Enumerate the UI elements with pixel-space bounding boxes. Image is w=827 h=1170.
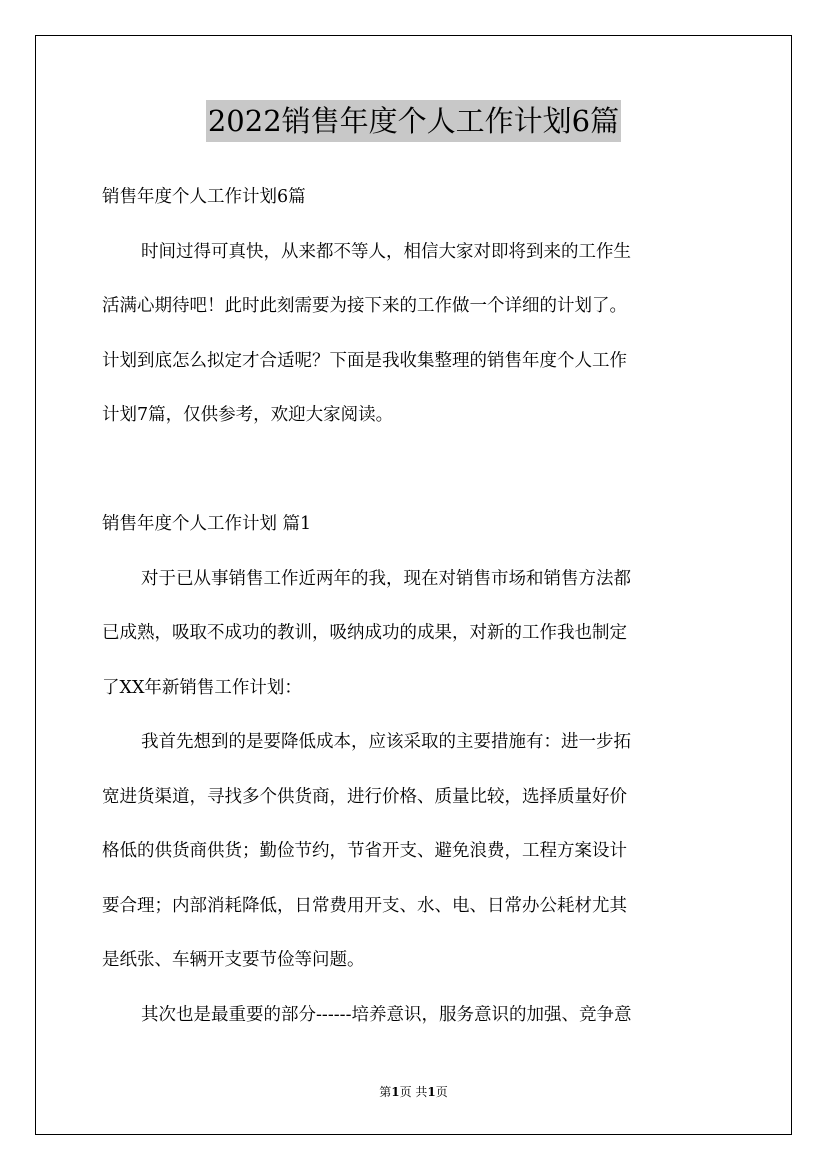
intro-line: 计划到底怎么拟定才合适呢？下面是我收集整理的销售年度个人工作	[102, 350, 627, 371]
page-total: 1	[427, 1085, 436, 1099]
page-prefix: 第	[379, 1085, 392, 1099]
blank-line	[102, 443, 728, 498]
paragraph-line: 已成熟，吸取不成功的教训，吸纳成功的成果，对新的工作我也制定	[102, 623, 627, 643]
page-mid: 页 共	[399, 1085, 428, 1099]
section-heading: 销售年度个人工作计划 篇1	[102, 514, 312, 534]
paragraph-line: 宽进货渠道，寻找多个供货商，进行价格、质量比较，选择质量好价	[102, 786, 627, 807]
paragraph-line: 其次也是最重要的部分------培养意识，服务意识的加强、竞争意	[141, 1004, 632, 1025]
document-subtitle: 销售年度个人工作计划6篇	[102, 187, 306, 207]
page-suffix: 页	[435, 1085, 448, 1099]
title-container	[0, 100, 827, 142]
paragraph-line: 我首先想到的是要降低成本，应该采取的主要措施有：进一步拓	[141, 732, 631, 752]
intro-line: 时间过得可真快，从来都不等人，相信大家对即将到来的工作生	[141, 241, 631, 262]
document-title: 2022销售年度个人工作计划6篇	[206, 100, 621, 142]
page-current: 1	[391, 1085, 400, 1099]
document-body	[102, 170, 728, 1042]
page-footer	[0, 1083, 827, 1101]
intro-line: 活满心期待吧！此时此刻需要为接下来的工作做一个详细的计划了。	[102, 296, 627, 316]
paragraph-line: 格低的供货商供货；勤俭节约，节省开支、避免浪费，工程方案设计	[102, 841, 627, 861]
paragraph-line: 了XX年新销售工作计划：	[102, 677, 302, 698]
intro-line: 计划7篇，仅供参考，欢迎大家阅读。	[102, 405, 394, 425]
paragraph-line: 要合理；内部消耗降低，日常费用开支、水、电、日常办公耗材尤其	[102, 895, 627, 916]
paragraph-line: 对于已从事销售工作近两年的我，现在对销售市场和销售方法都	[141, 568, 631, 589]
paragraph-line: 是纸张、车辆开支要节俭等问题。	[102, 950, 365, 970]
